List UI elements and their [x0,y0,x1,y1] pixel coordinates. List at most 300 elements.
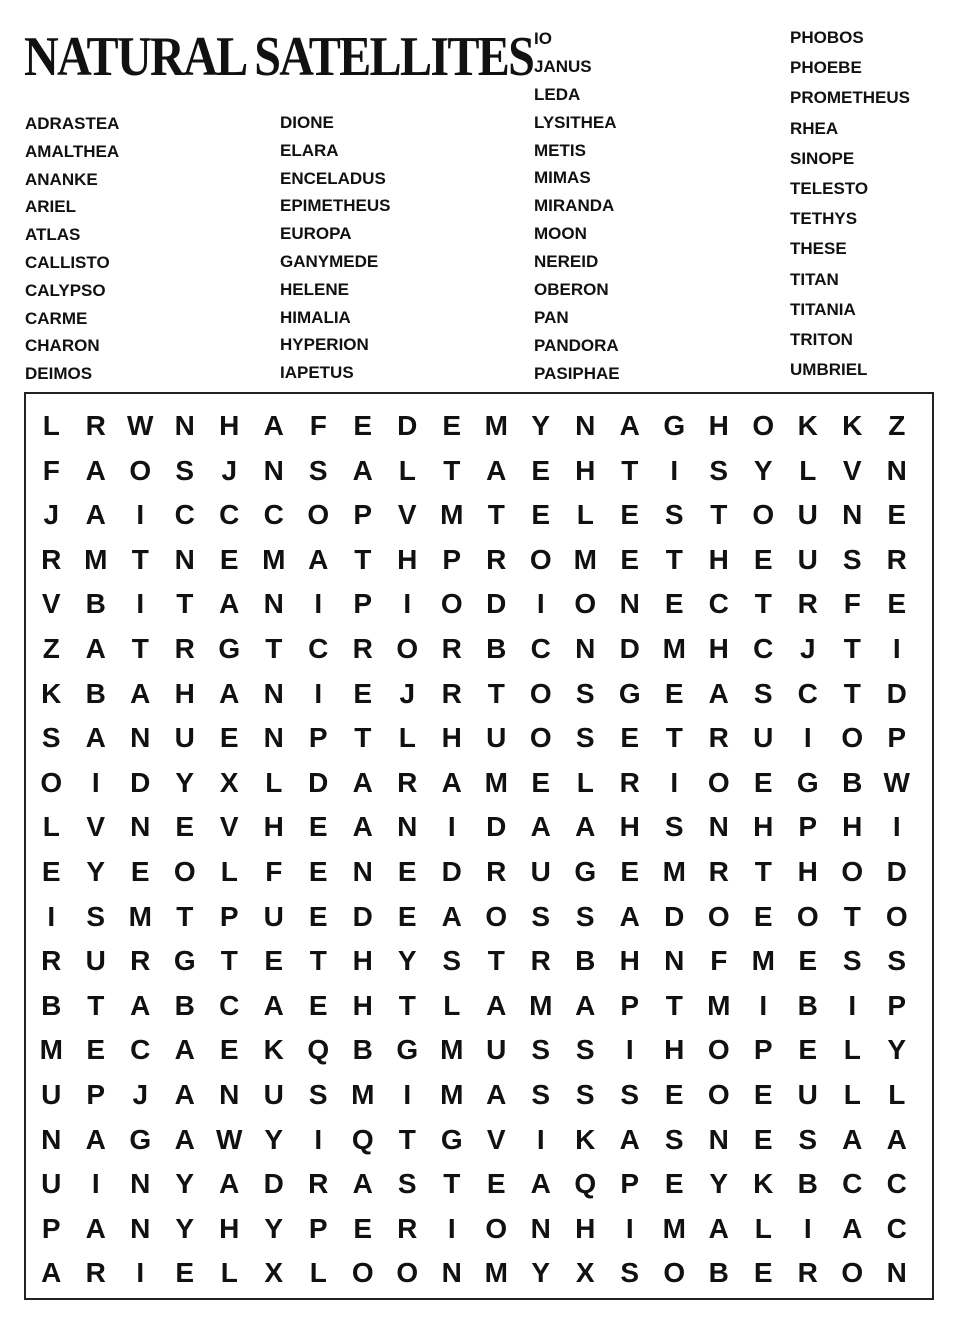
grid-letter[interactable]: N [130,811,151,843]
grid-letter[interactable]: N [530,1212,551,1244]
grid-letter[interactable]: H [352,989,373,1021]
grid-letter[interactable]: O [796,900,819,932]
grid-letter[interactable]: C [263,499,284,531]
grid-letter[interactable]: K [842,410,863,441]
grid-letter[interactable]: U [41,1079,62,1110]
grid-letter[interactable]: P [41,1212,61,1244]
grid-letter[interactable]: S [709,454,729,486]
grid-letter[interactable]: N [219,1079,240,1110]
grid-letter[interactable]: Y [753,454,773,486]
grid-letter[interactable]: T [220,945,238,977]
grid-letter[interactable]: P [353,499,373,531]
grid-letter[interactable]: D [886,856,907,887]
grid-letter[interactable]: O [351,1257,374,1289]
grid-letter[interactable]: R [486,543,507,575]
grid-letter[interactable]: O [529,677,552,709]
grid-letter[interactable]: S [575,900,595,932]
grid-letter[interactable]: T [354,543,372,575]
grid-letter[interactable]: E [219,543,239,575]
grid-letter[interactable]: L [220,1257,238,1289]
grid-letter[interactable]: J [132,1079,149,1110]
grid-letter[interactable]: B [708,1257,729,1289]
grid-letter[interactable]: R [441,633,462,664]
grid-letter[interactable]: N [263,722,284,754]
grid-letter[interactable]: L [843,1034,861,1066]
grid-letter[interactable]: I [47,900,56,932]
grid-letter[interactable]: J [399,677,416,709]
grid-letter[interactable]: H [842,811,863,843]
grid-letter[interactable]: R [397,1212,418,1244]
grid-letter[interactable]: L [576,499,594,531]
grid-letter[interactable]: T [843,633,861,664]
grid-letter[interactable]: Z [42,633,60,664]
grid-letter[interactable]: Y [531,410,551,441]
grid-letter[interactable]: O [574,588,597,620]
grid-letter[interactable]: T [754,856,772,887]
grid-letter[interactable]: E [664,677,684,709]
grid-letter[interactable]: Y [397,945,417,977]
grid-letter[interactable]: C [130,1034,151,1066]
grid-letter[interactable]: E [531,499,551,531]
grid-letter[interactable]: C [308,633,329,664]
grid-letter[interactable]: Y [887,1034,907,1066]
grid-letter[interactable]: I [136,1257,145,1289]
grid-letter[interactable]: Q [574,1168,597,1200]
grid-letter[interactable]: M [484,1257,508,1289]
grid-letter[interactable]: C [174,499,195,531]
grid-letter[interactable]: A [85,722,106,754]
grid-letter[interactable]: U [797,1079,818,1110]
grid-letter[interactable]: N [397,811,418,843]
grid-letter[interactable]: E [41,856,61,887]
grid-letter[interactable]: A [708,677,729,709]
grid-letter[interactable]: S [41,722,61,754]
grid-letter[interactable]: A [219,677,240,709]
grid-letter[interactable]: R [85,1257,106,1289]
grid-letter[interactable]: O [485,900,508,932]
grid-letter[interactable]: A [530,811,551,843]
grid-letter[interactable]: A [530,1168,551,1200]
grid-letter[interactable]: A [441,766,462,798]
grid-letter[interactable]: O [752,410,775,441]
grid-letter[interactable]: J [221,454,238,486]
grid-letter[interactable]: K [753,1168,774,1200]
grid-letter[interactable]: S [531,900,551,932]
grid-letter[interactable]: A [352,454,373,486]
grid-letter[interactable]: E [175,811,195,843]
grid-letter[interactable]: A [219,588,240,620]
grid-letter[interactable]: I [625,1034,634,1066]
grid-letter[interactable]: E [175,1257,195,1289]
grid-letter[interactable]: E [887,588,907,620]
grid-letter[interactable]: U [486,1034,507,1066]
grid-letter[interactable]: Y [264,1212,284,1244]
grid-letter[interactable]: T [398,1123,416,1155]
grid-letter[interactable]: O [885,900,908,932]
grid-letter[interactable]: C [708,588,729,620]
grid-letter[interactable]: E [753,1079,773,1110]
grid-letter[interactable]: R [708,722,729,754]
grid-letter[interactable]: S [86,900,106,932]
grid-letter[interactable]: D [263,1168,284,1200]
grid-letter[interactable]: A [85,454,106,486]
grid-letter[interactable]: N [708,1123,729,1155]
grid-letter[interactable]: E [887,499,907,531]
grid-letter[interactable]: C [530,633,551,664]
grid-letter[interactable]: B [842,766,863,798]
grid-letter[interactable]: A [174,1079,195,1110]
grid-letter[interactable]: S [664,1123,684,1155]
grid-letter[interactable]: A [219,1168,240,1200]
grid-letter[interactable]: E [308,900,328,932]
grid-letter[interactable]: T [843,677,861,709]
grid-letter[interactable]: G [574,856,597,887]
grid-letter[interactable]: M [84,543,108,575]
grid-letter[interactable]: N [130,1212,151,1244]
grid-letter[interactable]: N [41,1123,62,1155]
grid-letter[interactable]: H [619,945,640,977]
grid-letter[interactable]: U [753,722,774,754]
grid-letter[interactable]: F [42,454,60,486]
grid-letter[interactable]: J [43,499,60,531]
grid-letter[interactable]: T [665,543,683,575]
grid-letter[interactable]: E [308,856,328,887]
grid-letter[interactable]: K [575,1123,596,1155]
grid-letter[interactable]: I [136,499,145,531]
grid-letter[interactable]: P [442,543,462,575]
grid-letter[interactable]: I [403,1079,412,1110]
grid-letter[interactable]: T [265,633,283,664]
grid-letter[interactable]: B [41,989,62,1021]
grid-letter[interactable]: N [263,454,284,486]
grid-letter[interactable]: E [130,856,150,887]
grid-letter[interactable]: G [618,677,641,709]
grid-letter[interactable]: B [797,1168,818,1200]
grid-letter[interactable]: T [665,989,683,1021]
grid-letter[interactable]: H [575,1212,596,1244]
grid-letter[interactable]: M [440,1034,464,1066]
grid-letter[interactable]: A [619,1123,640,1155]
grid-letter[interactable]: D [486,811,507,843]
grid-letter[interactable]: O [529,722,552,754]
grid-letter[interactable]: A [352,766,373,798]
grid-letter[interactable]: S [575,1079,595,1110]
grid-letter[interactable]: P [353,588,373,620]
grid-letter[interactable]: E [86,1034,106,1066]
grid-letter[interactable]: V [219,811,239,843]
grid-letter[interactable]: E [397,856,417,887]
grid-letter[interactable]: E [664,1079,684,1110]
grid-letter[interactable]: H [664,1034,685,1066]
grid-letter[interactable]: Q [351,1123,374,1155]
grid-letter[interactable]: P [308,1212,328,1244]
grid-letter[interactable]: S [531,1034,551,1066]
grid-letter[interactable]: N [842,499,863,531]
grid-letter[interactable]: D [441,856,462,887]
grid-letter[interactable]: T [354,722,372,754]
grid-letter[interactable]: C [842,1168,863,1200]
grid-letter[interactable]: Y [175,1168,195,1200]
grid-letter[interactable]: N [263,588,284,620]
grid-letter[interactable]: T [754,588,772,620]
grid-letter[interactable]: A [352,811,373,843]
grid-letter[interactable]: O [663,1257,686,1289]
grid-letter[interactable]: H [219,1212,240,1244]
grid-letter[interactable]: Y [264,1123,284,1155]
grid-letter[interactable]: I [136,588,145,620]
grid-letter[interactable]: X [264,1257,284,1289]
grid-letter[interactable]: P [887,722,907,754]
grid-letter[interactable]: S [842,945,862,977]
grid-letter[interactable]: R [174,633,195,664]
grid-letter[interactable]: E [264,945,284,977]
grid-letter[interactable]: A [352,1168,373,1200]
grid-letter[interactable]: N [664,945,685,977]
grid-letter[interactable]: D [486,588,507,620]
grid-letter[interactable]: I [670,766,679,798]
grid-letter[interactable]: Y [86,856,106,887]
grid-letter[interactable]: R [486,856,507,887]
grid-letter[interactable]: C [797,677,818,709]
grid-letter[interactable]: E [620,543,640,575]
grid-letter[interactable]: K [797,410,818,441]
grid-letter[interactable]: E [353,1212,373,1244]
grid-letter[interactable]: S [442,945,462,977]
grid-letter[interactable]: E [753,1257,773,1289]
grid-letter[interactable]: T [398,989,416,1021]
grid-letter[interactable]: R [530,945,551,977]
grid-letter[interactable]: R [708,856,729,887]
grid-letter[interactable]: P [308,722,328,754]
grid-letter[interactable]: A [41,1257,62,1289]
grid-letter[interactable]: O [841,722,864,754]
grid-letter[interactable]: O [40,766,63,798]
grid-letter[interactable]: O [841,856,864,887]
grid-letter[interactable]: A [130,677,151,709]
grid-letter[interactable]: L [443,989,461,1021]
grid-letter[interactable]: U [174,722,195,754]
grid-letter[interactable]: A [308,543,329,575]
grid-letter[interactable]: T [443,454,461,486]
grid-letter[interactable]: C [886,1212,907,1244]
grid-letter[interactable]: E [798,945,818,977]
grid-letter[interactable]: N [130,722,151,754]
grid-letter[interactable]: N [130,1168,151,1200]
grid-letter[interactable]: F [309,410,327,441]
grid-letter[interactable]: X [575,1257,595,1289]
grid-letter[interactable]: H [397,543,418,575]
grid-letter[interactable]: E [798,1034,818,1066]
grid-letter[interactable]: R [130,945,151,977]
grid-letter[interactable]: P [219,900,239,932]
grid-letter[interactable]: G [129,1123,152,1155]
grid-letter[interactable]: E [308,811,328,843]
grid-letter[interactable]: E [308,989,328,1021]
grid-letter[interactable]: L [398,454,416,486]
grid-letter[interactable]: I [625,1212,634,1244]
grid-letter[interactable]: M [440,1079,464,1110]
grid-letter[interactable]: T [176,588,194,620]
grid-letter[interactable]: R [797,1257,818,1289]
grid-letter[interactable]: P [86,1079,106,1110]
grid-letter[interactable]: H [708,410,729,441]
grid-letter[interactable]: Y [709,1168,729,1200]
grid-letter[interactable]: A [619,410,640,441]
grid-letter[interactable]: E [442,410,462,441]
grid-letter[interactable]: I [848,989,857,1021]
grid-letter[interactable]: H [708,543,729,575]
grid-letter[interactable]: M [529,989,553,1021]
grid-letter[interactable]: E [353,677,373,709]
grid-letter[interactable]: H [174,677,195,709]
grid-letter[interactable]: P [620,1168,640,1200]
grid-letter[interactable]: P [798,811,818,843]
grid-letter[interactable]: G [440,1123,463,1155]
grid-letter[interactable]: A [619,900,640,932]
grid-letter[interactable]: T [487,945,505,977]
grid-letter[interactable]: T [176,900,194,932]
grid-letter[interactable]: L [398,722,416,754]
grid-letter[interactable]: E [531,454,551,486]
grid-letter[interactable]: A [263,989,284,1021]
grid-letter[interactable]: M [707,989,731,1021]
grid-letter[interactable]: I [447,1212,456,1244]
grid-letter[interactable]: M [262,543,286,575]
grid-letter[interactable]: A [575,989,596,1021]
grid-letter[interactable]: O [307,499,330,531]
grid-letter[interactable]: C [753,633,774,664]
grid-letter[interactable]: I [803,1212,812,1244]
grid-letter[interactable]: P [887,989,907,1021]
grid-letter[interactable]: B [174,989,195,1021]
grid-letter[interactable]: I [91,1168,100,1200]
grid-letter[interactable]: T [710,499,728,531]
grid-letter[interactable]: G [796,766,819,798]
grid-letter[interactable]: S [308,1079,328,1110]
grid-letter[interactable]: M [39,1034,63,1066]
grid-letter[interactable]: T [487,499,505,531]
grid-letter[interactable]: G [173,945,196,977]
grid-letter[interactable]: T [487,677,505,709]
grid-letter[interactable]: B [486,633,507,664]
grid-letter[interactable]: Y [531,1257,551,1289]
grid-letter[interactable]: T [87,989,105,1021]
grid-letter[interactable]: L [843,1079,861,1110]
grid-letter[interactable]: T [621,454,639,486]
grid-letter[interactable]: S [620,1257,640,1289]
grid-letter[interactable]: S [397,1168,417,1200]
grid-letter[interactable]: A [263,410,284,441]
grid-letter[interactable]: O [707,900,730,932]
grid-letter[interactable]: V [842,454,862,486]
grid-letter[interactable]: U [41,1168,62,1200]
grid-letter[interactable]: E [664,1168,684,1200]
grid-letter[interactable]: H [352,945,373,977]
grid-letter[interactable]: C [219,989,240,1021]
grid-letter[interactable]: M [128,900,152,932]
grid-letter[interactable]: I [892,811,901,843]
grid-letter[interactable]: A [886,1123,907,1155]
grid-letter[interactable]: L [799,454,817,486]
grid-letter[interactable]: B [85,677,106,709]
grid-letter[interactable]: K [41,677,62,709]
grid-letter[interactable]: U [486,722,507,754]
grid-letter[interactable]: N [441,1257,462,1289]
grid-letter[interactable]: L [576,766,594,798]
grid-letter[interactable]: N [174,410,195,441]
grid-letter[interactable]: I [403,588,412,620]
grid-letter[interactable]: O [707,1079,730,1110]
grid-letter[interactable]: I [892,633,901,664]
grid-letter[interactable]: B [352,1034,373,1066]
grid-letter[interactable]: B [85,588,106,620]
grid-letter[interactable]: A [85,499,106,531]
grid-letter[interactable]: S [664,499,684,531]
grid-letter[interactable]: M [484,410,508,441]
grid-letter[interactable]: L [220,856,238,887]
grid-letter[interactable]: W [883,766,910,798]
grid-letter[interactable]: P [620,989,640,1021]
grid-letter[interactable]: I [670,454,679,486]
grid-letter[interactable]: A [486,454,507,486]
grid-letter[interactable]: E [486,1168,506,1200]
grid-letter[interactable]: E [753,1123,773,1155]
grid-letter[interactable]: U [263,900,284,932]
grid-letter[interactable]: H [708,633,729,664]
grid-letter[interactable]: S [175,454,195,486]
grid-letter[interactable]: U [797,543,818,575]
grid-letter[interactable]: S [887,945,907,977]
grid-letter[interactable]: S [531,1079,551,1110]
grid-letter[interactable]: N [886,1257,907,1289]
grid-letter[interactable]: I [759,989,768,1021]
grid-letter[interactable]: M [484,766,508,798]
grid-letter[interactable]: I [536,1123,545,1155]
grid-letter[interactable]: L [309,1257,327,1289]
grid-letter[interactable]: Y [175,1212,195,1244]
grid-letter[interactable]: L [888,1079,906,1110]
grid-letter[interactable]: A [486,1079,507,1110]
grid-letter[interactable]: J [799,633,816,664]
grid-letter[interactable]: A [708,1212,729,1244]
grid-letter[interactable]: I [314,677,323,709]
grid-letter[interactable]: O [396,1257,419,1289]
grid-letter[interactable]: O [752,499,775,531]
grid-letter[interactable]: L [754,1212,772,1244]
grid-letter[interactable]: R [886,543,907,575]
grid-letter[interactable]: B [575,945,596,977]
grid-letter[interactable]: O [396,633,419,664]
grid-letter[interactable]: R [41,543,62,575]
grid-letter[interactable]: S [664,811,684,843]
grid-letter[interactable]: E [219,1034,239,1066]
grid-letter[interactable]: Y [175,766,195,798]
grid-letter[interactable]: S [308,454,328,486]
grid-letter[interactable]: I [447,811,456,843]
grid-letter[interactable]: S [842,543,862,575]
grid-letter[interactable]: D [130,766,151,798]
grid-letter[interactable]: H [575,454,596,486]
grid-letter[interactable]: V [397,499,417,531]
grid-letter[interactable]: M [662,633,686,664]
grid-letter[interactable]: D [352,900,373,932]
grid-letter[interactable]: E [753,766,773,798]
grid-letter[interactable]: A [842,1212,863,1244]
grid-letter[interactable]: H [219,410,240,441]
grid-letter[interactable]: O [529,543,552,575]
grid-letter[interactable]: R [352,633,373,664]
grid-letter[interactable]: G [218,633,241,664]
